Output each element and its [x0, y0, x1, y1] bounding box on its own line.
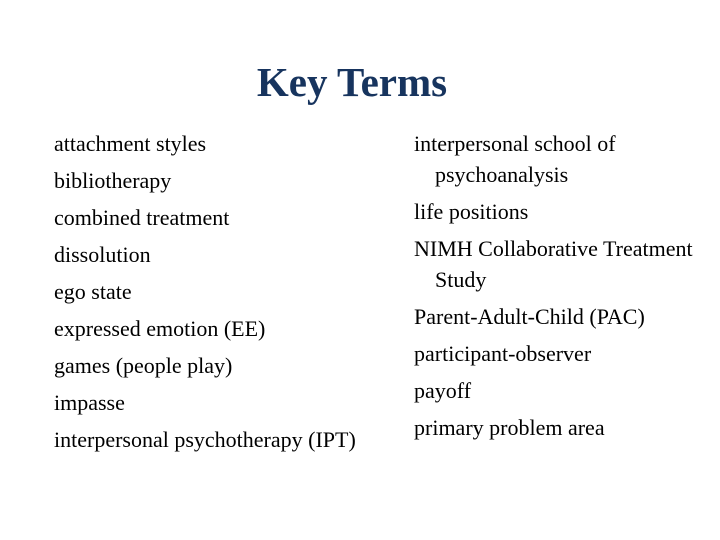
term-item: primary problem area	[414, 415, 605, 440]
term-item: Parent-Adult-Child (PAC)	[414, 304, 645, 329]
term-item: expressed emotion (EE)	[54, 316, 266, 341]
term-item: impasse	[54, 390, 125, 415]
term-item: combined treatment	[54, 205, 230, 230]
term-item: games (people play)	[54, 353, 233, 378]
term-item: payoff	[414, 378, 472, 403]
term-item: bibliotherapy	[54, 168, 172, 193]
term-item: interpersonal psychotherapy (IPT)	[54, 427, 356, 452]
term-item: life positions	[414, 199, 529, 224]
term-item: attachment styles	[54, 131, 207, 156]
slide-title: Key Terms	[256, 59, 448, 105]
term-item: NIMH Collaborative Treatment Study	[414, 236, 693, 292]
term-item: participant-observer	[414, 341, 592, 366]
term-item: dissolution	[54, 242, 151, 267]
right-term-list	[414, 128, 710, 449]
left-term-list	[54, 128, 374, 461]
term-item: ego state	[54, 279, 132, 304]
term-item: interpersonal school of psychoanalysis	[414, 131, 616, 187]
